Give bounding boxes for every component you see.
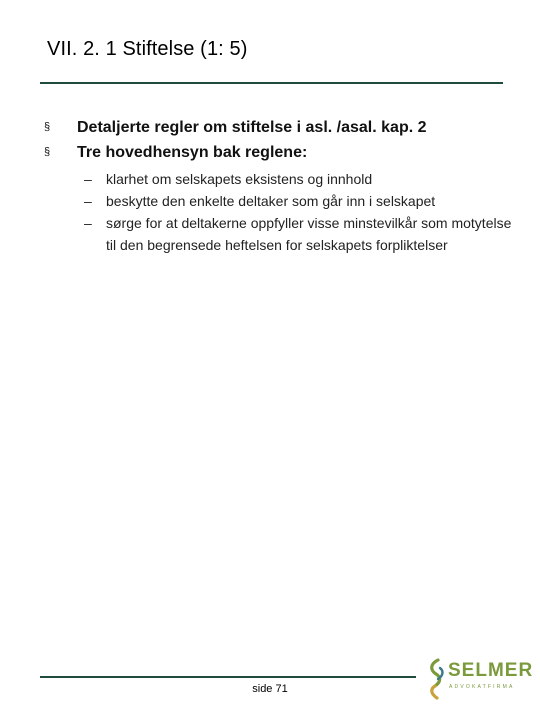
dash-marker: – — [84, 215, 92, 231]
sub-bullet-item — [44, 212, 514, 256]
selmer-logo-icon — [426, 658, 446, 700]
footer-rule — [40, 676, 416, 678]
sub-bullet-text: sørge for at deltakerne oppfyller visse minstevilkår som motytelse til den begrensede heftelsen for selskapets forpliktelser — [106, 215, 512, 253]
selmer-logo — [426, 656, 534, 701]
dash-marker: – — [84, 193, 92, 209]
sub-bullet-text: klarhet om selskapets eksistens og innhold — [106, 171, 373, 187]
bullet-item — [44, 115, 514, 140]
bullet-list — [44, 115, 514, 256]
sub-bullet-item — [44, 168, 514, 190]
slide-title: VII. 2. 1 Stiftelse (1: 5) — [47, 38, 248, 60]
bullet-marker: § — [44, 121, 51, 133]
title-rule — [40, 82, 503, 84]
bullet-text: Tre hovedhensyn bak reglene: — [77, 144, 308, 161]
sub-bullet-text: beskytte den enkelte deltaker som går inn i selskapet — [106, 193, 436, 209]
logo-tagline: ADVOKATFIRMA — [449, 684, 515, 690]
bullet-item — [44, 140, 514, 165]
logo-name: SELMER — [448, 660, 534, 681]
dash-marker: – — [84, 171, 92, 187]
bullet-text: Detaljerte regler om stiftelse i asl. /asal. kap. 2 — [77, 119, 427, 136]
bullet-marker: § — [44, 146, 51, 158]
page-number: side 71 — [252, 683, 288, 695]
sub-bullet-item — [44, 190, 514, 212]
